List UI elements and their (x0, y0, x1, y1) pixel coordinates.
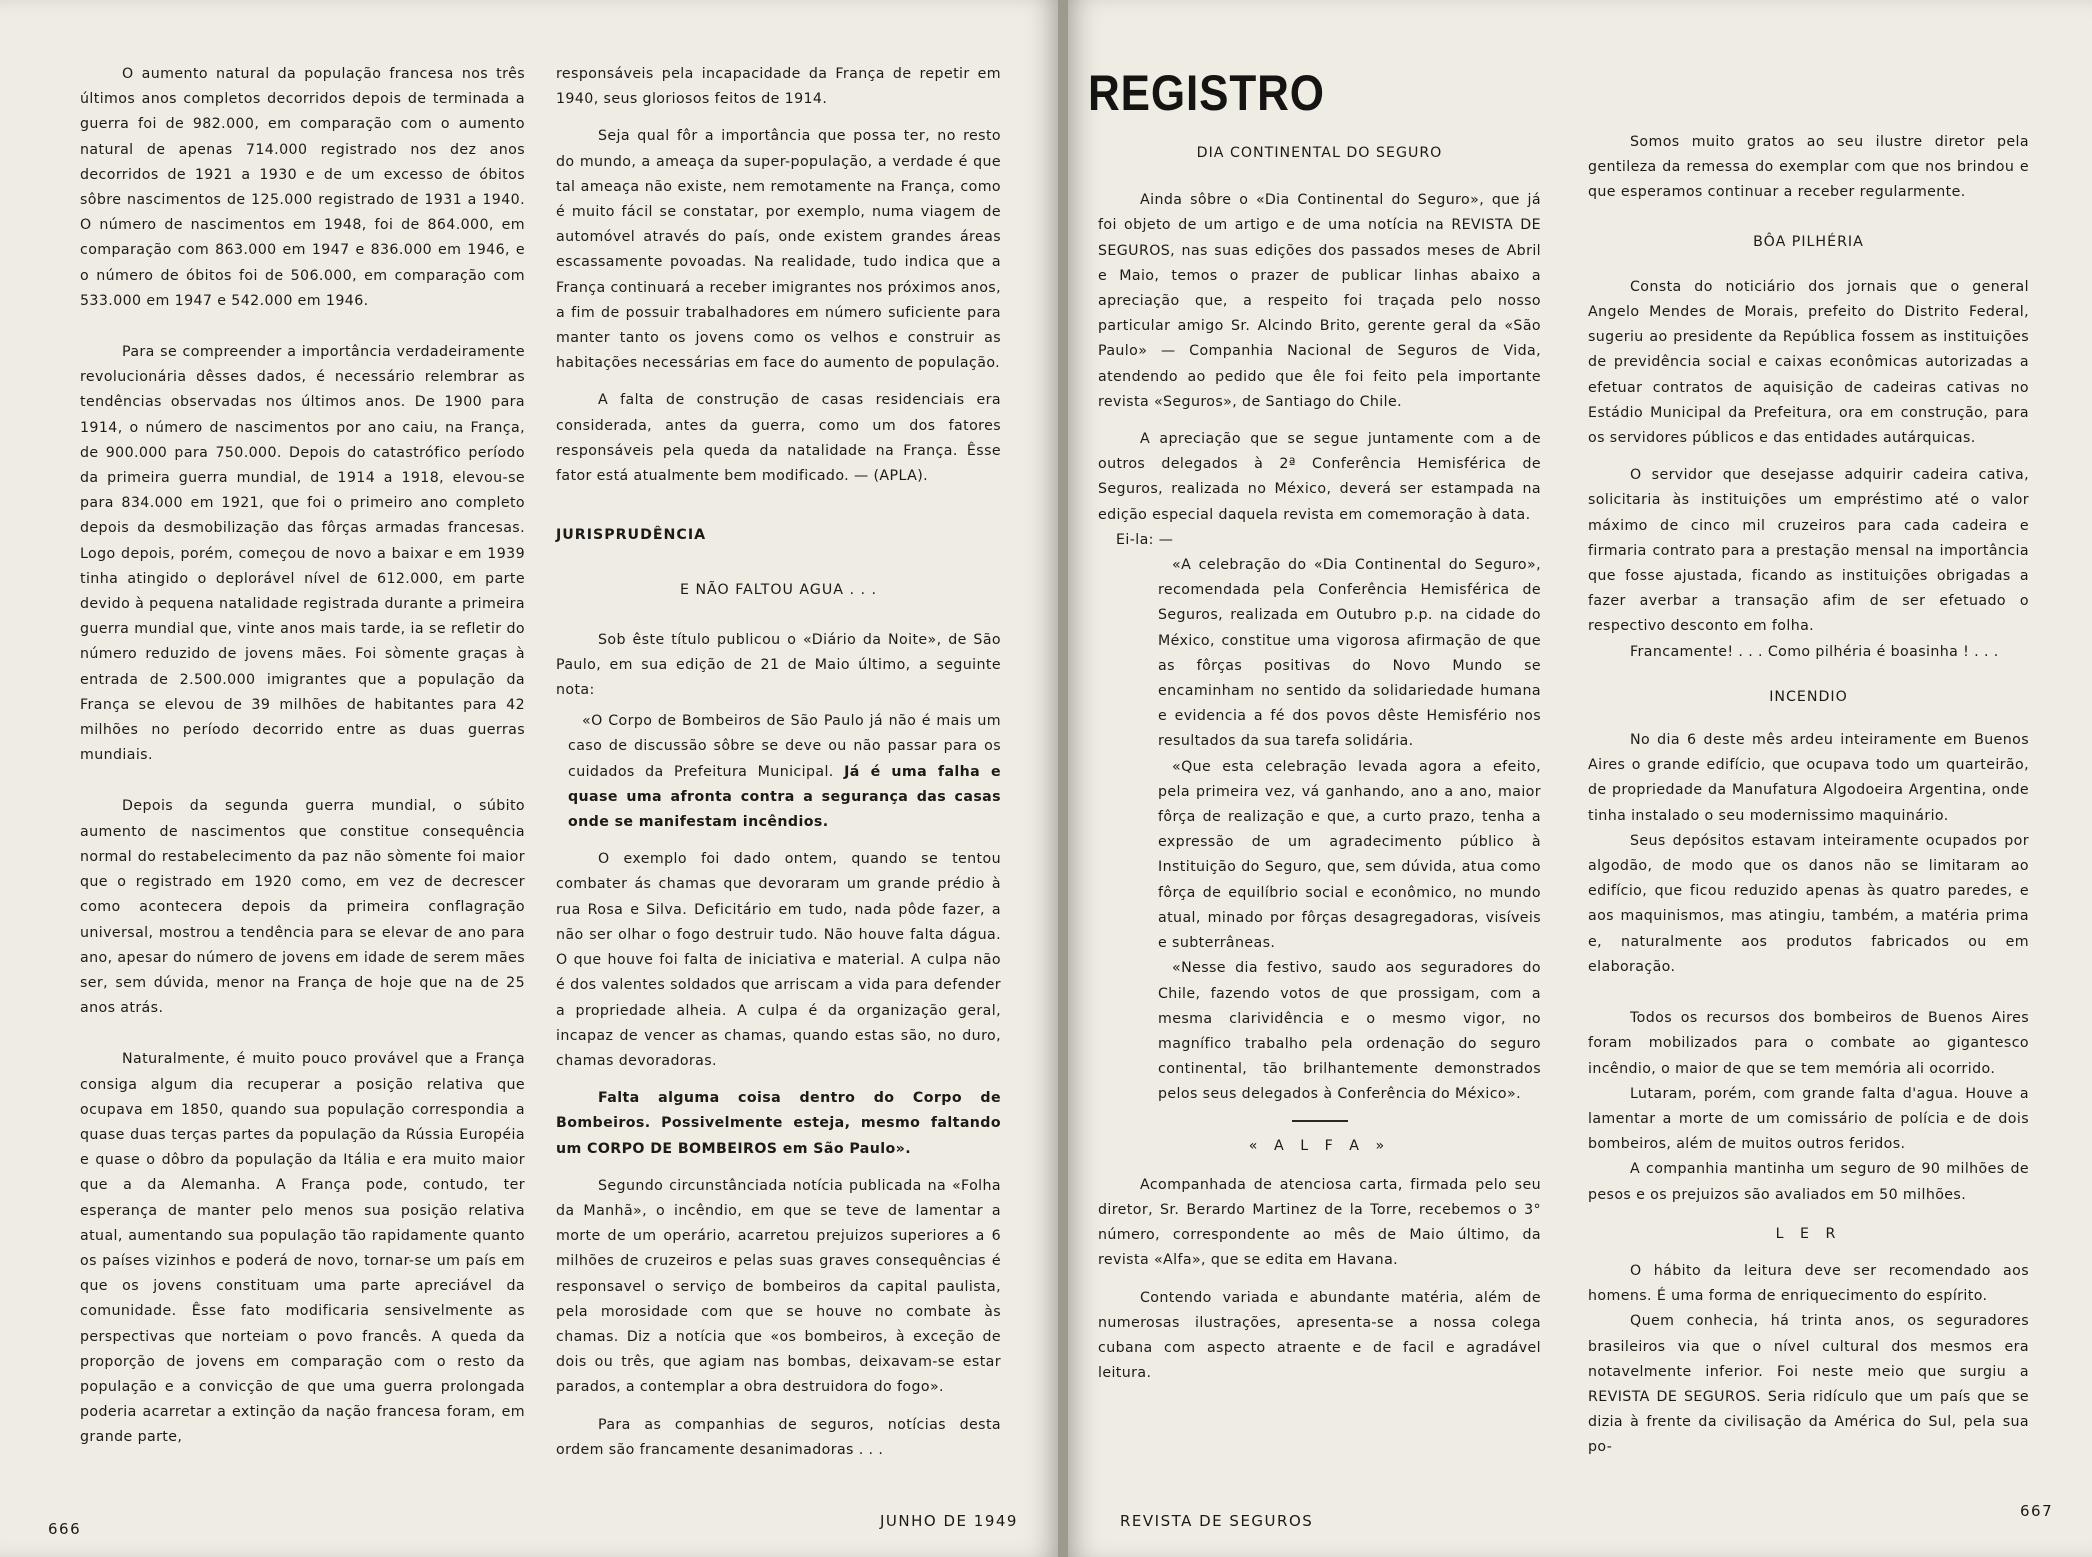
quote-paragraph: «Nesse dia festivo, saudo aos seguradores do Chile, fazendo votos de que prossigam, com a mesma clarividência e o mesmo vigor, no magnífico trabalho pela ordenação do seguro continental, tão brilhantemente demonstrados pelos seus delegados à Conferência do México». (1158, 960, 1541, 1103)
page-heading: REGISTRO (1088, 65, 1325, 121)
paragraph: Depois da segunda guerra mundial, o súbito aumento de nascimentos que constitue consequência normal do restabelecimento da paz não sòmente foi maior que o registrado em 1920 como, em vez de decrescer como acontecera depois da primeira conflagração universal, mostrou a tendência para se elevar de ano para ano, apesar do número de jovens em idade de serem mães ser, sem dúvida, menor na França de hoje que na de 25 anos atrás. (80, 798, 525, 1017)
paragraph: A companhia mantinha um seguro de 90 milhões de pesos e os prejuizos são avaliados em 50 milhões. (1588, 1161, 2029, 1203)
spine-gutter (1058, 0, 1068, 1557)
paragraph: Seus depósitos estavam inteiramente ocupados por algodão, de modo que os danos não se limitaram ao edifício, que ficou reduzido apenas às quatro paredes, e aos maquinismos, mas atingiu, também, a matéria prima e, naturalmente aos produtos fabricados ou em elaboração. (1588, 832, 2029, 975)
paragraph: Seja qual fôr a importância que possa ter, no resto do mundo, a ameaça da super-população, a verdade é que tal ameaça não existe, nem remotamente na França, como é muito fácil se constatar, por exemplo, numa viagem de automóvel através do país, onde existem grandes áreas escassamente povoadas. Na realidade, tudo indica que a França continuará a receber imigrantes nos próximos anos, a fim de possuir trabalhadores em número suficiente para manter tanto os jovens como os velhos e construir as habitações necessárias em face do aumento de população. (556, 128, 1001, 372)
section-heading: DIA CONTINENTAL DO SEGURO (1196, 145, 1443, 161)
paragraph: A falta de construção de casas residenciais era considerada, antes da guerra, como um dos fatores responsáveis pela queda da natalidade na França. Êsse fator está atualmente bem modificado. — (APLA). (556, 392, 1001, 485)
section-heading: BÔA PILHÉRIA (1753, 233, 1864, 250)
right-page (1068, 0, 2092, 1557)
paragraph: Ainda sôbre o «Dia Continental do Seguro», que já foi objeto de um artigo e de uma notícia na REVISTA DE SEGUROS, nas suas edições dos passados meses de Abril e Maio, temos o prazer de publicar linhas abaixo a apreciação que, a respeito foi traçada pelo nosso particular amigo Sr. Alcindo Brito, gerente geral da «São Paulo» — Companhia Nacional de Seguros de Vida, atendendo ao pedido que êle foi feito pela importante revista «Seguros», de Santiago do Chile. (1098, 192, 1541, 410)
paragraph: Contendo variada e abundante matéria, além de numerosas ilustrações, apresenta-se a nossa colega cubana com aspecto atraente e de facil e agradável leitura. (1098, 1289, 1541, 1382)
paragraph: A apreciação que se segue juntamente com a de outros delegados à 2ª Conferência Hemisférica de Seguros, realizada no México, deverá ser estampada na edição especial daquela revista em comemoração à data. (1098, 431, 1541, 523)
quote-paragraph (556, 709, 1001, 835)
running-footer: REVISTA DE SEGUROS (1120, 1512, 1314, 1530)
paragraph: Consta do noticiário dos jornais que o general Angelo Mendes de Morais, prefeito do Distrito Federal, sugeriu ao presidente da República fossem as instituições de previdência social e caixas econômicas autorizadas a efetuar contratos de aquisição de cadeiras cativas no Estádio Municipal da Prefeitura, ora em construção, para os servidores públicos e das entidades autárquicas. (1588, 278, 2029, 447)
section-divider (1292, 1120, 1348, 1122)
paragraph: Sob êste título publicou o «Diário da Noite», de São Paulo, em sua edição de 21 de Maio último, a seguinte nota: (556, 631, 1001, 699)
paragraph: Para se compreender a importância verdadeiramente revolucionária dêsses dados, é necessário relembrar as tendências observadas nos últimos anos. De 1900 para 1914, o número de nascimentos por ano caiu, na França, de 900.000 para 750.000. Depois do catastrófico período da primeira guerra mundial, de 1914 a 1918, elevou-se para 834.000 em 1921, que foi o primeiro ano completo depois da desmobilização das fôrças armadas francesas. Logo depois, porém, começou de novo a baixar e em 1939 tinha atingido o deplorável nível de 612.000, em parte devido à pequena natalidade registrada durante a primeira guerra mundial que, vinte anos mais tarde, ia se refletir do número reduzido de jovens mães. Foi sòmente graças à entrada de 2.500.000 imigrantes que a população da França se elevou de 39 milhões de habitantes para 42 milhões no período decorrido entre as duas guerras mundiais. (80, 344, 525, 764)
quote-paragraph: «Que esta celebração levada agora a efeito, pela primeira vez, vá ganhando, ano a ano, maior fôrça de realização e que, a curto prazo, tenha a expressão de um agradecimento público à Instituição do Seguro, que, sem dúvida, atua como fôrça de equilíbrio social e econômico, no mundo atual, minado por fôrças desagregadoras, visíveis e subterrâneas. (1158, 758, 1541, 952)
page-number: 666 (48, 1520, 82, 1538)
paragraph: No dia 6 deste mês ardeu inteiramente em Buenos Aires o grande edifício, que ocupava todo um quarteirão, de propriedade da Manufatura Algodoeira Argentina, onde tinha instalado o seu modernissimo maquinário. (1588, 732, 2029, 824)
paragraph: Ei-la: — (1116, 531, 1174, 548)
left-page-column-2 (556, 62, 1001, 1463)
quote-bold-text: Já é uma falha e quase uma afronta contra a segurança das casas onde se manifestam incêndios. (568, 763, 1001, 831)
page-number: 667 (2020, 1502, 2054, 1520)
section-heading-jurisprudencia: JURISPRUDÊNCIA (556, 527, 707, 544)
paragraph: responsáveis pela incapacidade da França de repetir em 1940, seus gloriosos feitos de 1914. (556, 66, 1001, 108)
section-heading: « A L F A » (1248, 1137, 1391, 1154)
quote-text: «O Corpo de Bombeiros de São Paulo já não é mais um caso de discussão sôbre se deve ou não passar para os cuidados da Prefeitura Municipal. (568, 713, 1001, 780)
left-page-column-1 (80, 62, 525, 1451)
right-page-column-1 (1098, 141, 1541, 1386)
running-footer: JUNHO DE 1949 (880, 1512, 1018, 1530)
paragraph: Quem conhecia, há trinta anos, os seguradores brasileiros via que o nível cultural dos mesmos era notavelmente inferior. Foi neste meio que surgiu a REVISTA DE SEGUROS. Seria ridículo que um país que se dizia à frente da civilisação da América do Sul, pela sua po- (1588, 1313, 2029, 1456)
section-heading: L E R (1775, 1225, 1842, 1242)
bold-paragraph: Falta alguma coisa dentro do Corpo de Bombeiros. Possivelmente esteja, mesmo faltando um CORPO DE BOMBEIROS em São Paulo». (556, 1090, 1001, 1157)
paragraph: Segundo circunstânciada notícia publicada na «Folha da Manhã», o incêndio, em que se teve de lamentar a morte de um operário, acarretou prejuizos superiores a 6 milhões de cruzeiros e pelas suas graves consequências é responsavel o serviço de bombeiros da capital paulista, pela morosidade com que se houve no combate às chamas. Diz a notícia que «os bombeiros, à exceção de dois ou três, que agiam nas bombas, deixavam-se estar parados, a contemplar a obra destruidora do fogo». (556, 1177, 1001, 1396)
section-heading: INCENDIO (1769, 688, 1848, 705)
paragraph: O exemplo foi dado ontem, quando se tentou combater ás chamas que devoraram um grande prédio à rua Rosa e Silva. Deficitário em tudo, nada pôde fazer, a não ser olhar o fogo destruir tudo. Não houve falta dágua. O que houve foi falta de iniciativa e material. A culpa não é dos valentes soldados que arriscam a vida para defender a propriedade alheia. A culpa é da organização geral, incapaz de vencer as chamas, quando estas são, no duro, chamas devoradoras. (556, 851, 1001, 1069)
paragraph: O servidor que desejasse adquirir cadeira cativa, solicitaria às instituições um empréstimo até o valor máximo de cinco mil cruzeiros para cada cadeira e firmaria contrato para a prestação mensal na importância que fosse ajustada, ficando as instituições obrigadas a fazer averbar a transação afim de ser efetuado o respectivo desconto em folha. (1588, 467, 2029, 635)
paragraph: Naturalmente, é muito pouco provável que a França consiga algum dia recuperar a posição relativa que ocupava em 1850, quando sua população correspondia a quase duas terças partes da população da Rússia Européia e quase o dôbro da população da Itália e era muito maior que a da Alemanha. A França pode, contudo, ter esperança de manter pelo menos sua posição relativa atual, aumentando sua população tão rapidamente quanto os países vizinhos e poderá de novo, tornar-se um país em que os jovens constituam uma parte apreciável da comunidade. Êsse fato modificaria sensivelmente as perspectivas que norteiam o povo francês. A queda da proporção de jovens em comparação com o resto da população e a convicção de que uma guerra prolongada poderia acarretar a extinção da nação francesa foram, em grande parte, (80, 1051, 525, 1446)
paragraph: Francamente! . . . Como pilhéria é boasinha ! . . . (1630, 643, 1999, 660)
right-page-column-2 (1588, 130, 2029, 1461)
paragraph: O hábito da leitura deve ser recomendado aos homens. É uma forma de enriquecimento do espírito. (1588, 1262, 2029, 1305)
paragraph: O aumento natural da população francesa nos três últimos anos completos decorridos depois de terminada a guerra foi de 982.000, em comparação com o aumento natural de apenas 714.000 registrado nos dez anos decorridos de 1921 a 1930 e de um excesso de óbitos sôbre nascimentos de 125.000 registrado de 1931 a 1940. O número de nascimentos em 1948, foi de 864.000, em comparação com 863.000 em 1947 e 836.000 em 1946, e o número de óbitos foi de 506.000, em comparação com 533.000 em 1947 e 542.000 em 1946. (80, 66, 525, 309)
paragraph: Lutaram, porém, com grande falta d'agua. Houve a lamentar a morte de um comissário de polícia e de dois bombeiros, além de muitos outros feridos. (1588, 1085, 2029, 1153)
paragraph: Somos muito gratos ao seu ilustre diretor pela gentileza da remessa do exemplar com que nos brindou e que esperamos continuar a receber regularmente. (1588, 134, 2029, 201)
article-title: E NÃO FALTOU AGUA . . . (679, 582, 878, 599)
paragraph: Acompanhada de atenciosa carta, firmada pelo seu diretor, Sr. Berardo Martinez de la Torre, recebemos o 3° número, correspondente ao mês de Maio último, da revista «Alfa», que se edita em Havana. (1098, 1176, 1541, 1269)
paragraph: Todos os recursos dos bombeiros de Buenos Aires foram mobilizados para o combate ao gigantesco incêndio, o maior de que se tem memória ali ocorrido. (1588, 1010, 2029, 1077)
paragraph: Para as companhias de seguros, notícias desta ordem são francamente desanimadoras . . . (556, 1416, 1001, 1458)
quote-paragraph: «A celebração do «Dia Continental do Seguro», recomendada pela Conferência Hemisférica de Seguros, realizada em Outubro p.p. na cidade do México, constitue uma vigorosa afirmação de que as fôrças positivas do Novo Mundo se encaminham no sentido da solidariedade humana e evidencia a fé dos povos dêste Hemisfério nos resultados da sua tarefa solidária. (1158, 557, 1541, 750)
